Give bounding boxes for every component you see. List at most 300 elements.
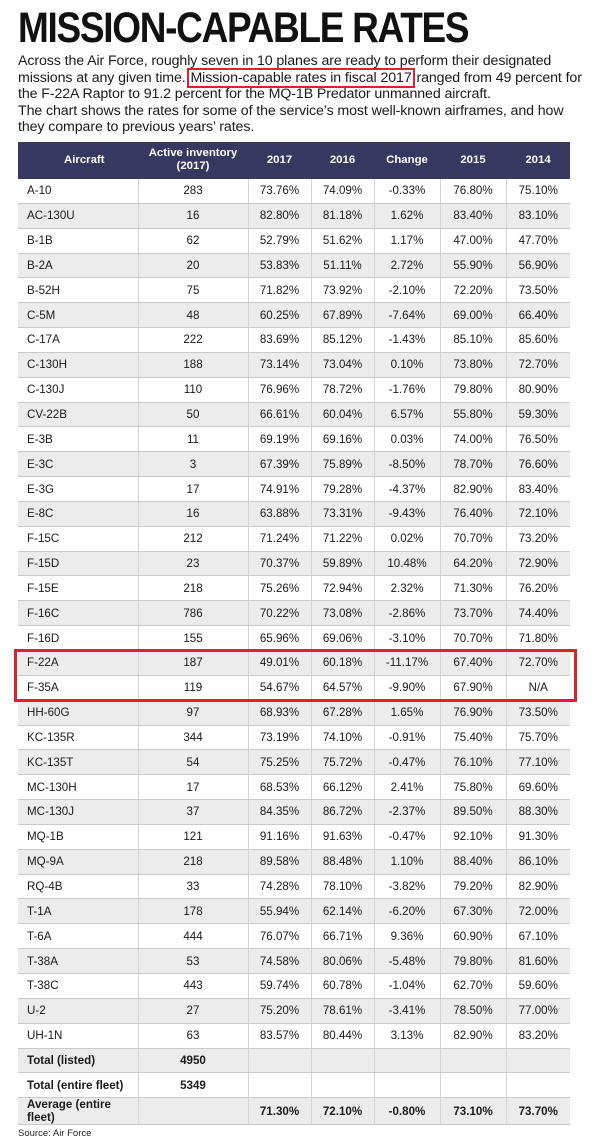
table-cell: -7.64%	[374, 303, 440, 328]
table-cell: 72.00%	[506, 899, 570, 924]
table-cell: 66.71%	[311, 924, 374, 949]
table-cell: 73.70%	[506, 1098, 570, 1125]
table-cell: 121	[138, 824, 248, 849]
table-cell: 218	[138, 849, 248, 874]
table-cell: 786	[138, 601, 248, 626]
table-cell: 5349	[138, 1073, 248, 1098]
aircraft-cell: B-2A	[18, 253, 138, 278]
table-row	[18, 328, 570, 353]
table-row	[18, 203, 570, 228]
table-cell: -1.43%	[374, 328, 440, 353]
table-cell: 27	[138, 998, 248, 1023]
table-cell: -2.37%	[374, 800, 440, 825]
table-cell: 178	[138, 899, 248, 924]
table-cell: 2.72%	[374, 253, 440, 278]
table-cell: 92.10%	[440, 824, 506, 849]
table-cell: 59.30%	[506, 402, 570, 427]
table-cell: -0.91%	[374, 725, 440, 750]
aircraft-cell: MC-130J	[18, 800, 138, 825]
table-cell: 67.28%	[311, 700, 374, 725]
table-cell: 6.57%	[374, 402, 440, 427]
table-cell	[248, 1073, 311, 1098]
table-cell: 55.94%	[248, 899, 311, 924]
table-cell: 60.78%	[311, 973, 374, 998]
table-cell: 73.04%	[311, 352, 374, 377]
table-cell: 75.10%	[506, 179, 570, 203]
table-cell: 74.00%	[440, 427, 506, 452]
table-cell: 222	[138, 328, 248, 353]
table-row	[18, 501, 570, 526]
aircraft-cell: F-16D	[18, 626, 138, 651]
table-cell: 0.03%	[374, 427, 440, 452]
table-cell: 68.93%	[248, 700, 311, 725]
table-cell: -3.10%	[374, 626, 440, 651]
table-cell: 73.20%	[506, 526, 570, 551]
table-cell	[506, 1073, 570, 1098]
table-cell: 74.40%	[506, 601, 570, 626]
table-row	[18, 576, 570, 601]
table-row	[18, 998, 570, 1023]
table-row	[18, 303, 570, 328]
aircraft-cell: B-1B	[18, 228, 138, 253]
table-cell: 85.12%	[311, 328, 374, 353]
aircraft-cell: CV-22B	[18, 402, 138, 427]
aircraft-cell: E-8C	[18, 501, 138, 526]
table-cell: 81.18%	[311, 203, 374, 228]
table-cell: 62	[138, 228, 248, 253]
table-cell: 79.80%	[440, 377, 506, 402]
table-cell: 73.08%	[311, 601, 374, 626]
table-row	[18, 377, 570, 402]
table-cell: -3.82%	[374, 874, 440, 899]
aircraft-cell: E-3C	[18, 452, 138, 477]
table-cell: 85.60%	[506, 328, 570, 353]
table-cell: 67.89%	[311, 303, 374, 328]
aircraft-cell: T-1A	[18, 899, 138, 924]
table-cell: 52.79%	[248, 228, 311, 253]
table-cell	[311, 1048, 374, 1073]
aircraft-cell: F-22A	[18, 651, 138, 676]
aircraft-cell: KC-135R	[18, 725, 138, 750]
table-cell: 60.90%	[440, 924, 506, 949]
aircraft-cell: KC-135T	[18, 750, 138, 775]
table-cell: 82.90%	[440, 1023, 506, 1048]
aircraft-cell: UH-1N	[18, 1023, 138, 1048]
table-cell: 188	[138, 352, 248, 377]
table-row	[18, 601, 570, 626]
table-row	[18, 352, 570, 377]
table-cell: 71.24%	[248, 526, 311, 551]
table-cell: -8.50%	[374, 452, 440, 477]
table-cell	[440, 1073, 506, 1098]
table-cell: 20	[138, 253, 248, 278]
table-cell: 66.40%	[506, 303, 570, 328]
table-row	[18, 775, 570, 800]
table-row	[18, 973, 570, 998]
table-cell: 83.20%	[506, 1023, 570, 1048]
column-header: Change	[374, 142, 440, 179]
table-cell: 218	[138, 576, 248, 601]
aircraft-cell: T-38A	[18, 949, 138, 974]
table-cell: 67.10%	[506, 924, 570, 949]
table-cell: 80.06%	[311, 949, 374, 974]
table-cell: 88.40%	[440, 849, 506, 874]
table-row	[18, 278, 570, 303]
table-cell: 81.60%	[506, 949, 570, 974]
table-cell: 74.09%	[311, 179, 374, 203]
table-cell: 66.12%	[311, 775, 374, 800]
table-cell: 37	[138, 800, 248, 825]
table-cell: 70.70%	[440, 526, 506, 551]
table-cell: 10.48%	[374, 551, 440, 576]
table-cell: 72.90%	[506, 551, 570, 576]
aircraft-cell: Average (entire fleet)	[18, 1098, 138, 1125]
table-cell: 88.48%	[311, 849, 374, 874]
table-cell: 69.06%	[311, 626, 374, 651]
table-cell	[374, 1048, 440, 1073]
table-cell: 69.60%	[506, 775, 570, 800]
table-row	[18, 849, 570, 874]
table-cell: 78.61%	[311, 998, 374, 1023]
aircraft-cell: F-16C	[18, 601, 138, 626]
table-cell: -2.86%	[374, 601, 440, 626]
table-cell: 72.20%	[440, 278, 506, 303]
table-cell: 83.57%	[248, 1023, 311, 1048]
aircraft-cell: T-38C	[18, 973, 138, 998]
table-cell: 76.40%	[440, 501, 506, 526]
table-cell: 76.10%	[440, 750, 506, 775]
table-cell: 67.90%	[440, 675, 506, 700]
table-cell: 51.62%	[311, 228, 374, 253]
table-cell: 73.80%	[440, 352, 506, 377]
table-cell: 60.25%	[248, 303, 311, 328]
table-cell: 53	[138, 949, 248, 974]
table-cell: 88.30%	[506, 800, 570, 825]
table-cell: 344	[138, 725, 248, 750]
table-cell: 76.96%	[248, 377, 311, 402]
page-title: MISSION-CAPABLE RATES	[18, 4, 469, 52]
table-cell: 70.70%	[440, 626, 506, 651]
table-cell	[138, 1098, 248, 1125]
table-cell: 75.80%	[440, 775, 506, 800]
table-cell: 1.65%	[374, 700, 440, 725]
table-cell: 73.70%	[440, 601, 506, 626]
table-cell: 89.50%	[440, 800, 506, 825]
table-cell: -9.90%	[374, 675, 440, 700]
table-cell: 83.40%	[440, 203, 506, 228]
table-cell: 33	[138, 874, 248, 899]
aircraft-cell: C-130H	[18, 352, 138, 377]
table-cell: 78.72%	[311, 377, 374, 402]
table-cell: 72.10%	[506, 501, 570, 526]
table-cell: -3.41%	[374, 998, 440, 1023]
table-cell: 91.30%	[506, 824, 570, 849]
table-cell: 72.70%	[506, 352, 570, 377]
table-cell: 9.36%	[374, 924, 440, 949]
table-row	[18, 477, 570, 502]
table-cell: 73.14%	[248, 352, 311, 377]
table-cell: 119	[138, 675, 248, 700]
table-cell: 187	[138, 651, 248, 676]
table-cell: 443	[138, 973, 248, 998]
table-cell: 76.20%	[506, 576, 570, 601]
table-cell: -9.43%	[374, 501, 440, 526]
table-row	[18, 626, 570, 651]
table-cell: 71.82%	[248, 278, 311, 303]
table-cell: 73.50%	[506, 700, 570, 725]
aircraft-cell: C-17A	[18, 328, 138, 353]
table-cell: 155	[138, 626, 248, 651]
table-cell: 78.10%	[311, 874, 374, 899]
table-cell: 55.90%	[440, 253, 506, 278]
table-cell: 212	[138, 526, 248, 551]
table-cell: 3.13%	[374, 1023, 440, 1048]
table-cell: 73.50%	[506, 278, 570, 303]
table-cell: 73.10%	[440, 1098, 506, 1125]
intro-line2: The chart shows the rates for some of the service’s most well-known airframes, and how they compare to previous years’ rates.	[18, 102, 564, 136]
table-row	[18, 651, 570, 676]
table-cell: 51.11%	[311, 253, 374, 278]
column-header: Active inventory (2017)	[138, 142, 248, 179]
table-cell: 2.32%	[374, 576, 440, 601]
aircraft-cell: RQ-4B	[18, 874, 138, 899]
table-cell: 64.20%	[440, 551, 506, 576]
table-cell: 63.88%	[248, 501, 311, 526]
table-cell: 71.22%	[311, 526, 374, 551]
table-cell: 55.80%	[440, 402, 506, 427]
table-cell: 71.80%	[506, 626, 570, 651]
intro-highlight: Mission-capable rates in fiscal 2017	[190, 69, 412, 86]
table-cell: 89.58%	[248, 849, 311, 874]
column-header: 2015	[440, 142, 506, 179]
intro-part2: ranged from 49 percent for the F-22A Raptor to 91.2 percent for the MQ-1B Predator unmanned aircraft.	[18, 69, 582, 103]
table-cell	[506, 1048, 570, 1073]
table-row	[18, 675, 570, 700]
table-cell: 47.70%	[506, 228, 570, 253]
table-cell: 60.18%	[311, 651, 374, 676]
table-cell: 83.10%	[506, 203, 570, 228]
table-cell: 78.50%	[440, 998, 506, 1023]
aircraft-cell: E-3G	[18, 477, 138, 502]
table-row	[18, 1023, 570, 1048]
table-cell: 16	[138, 203, 248, 228]
table-cell: 67.39%	[248, 452, 311, 477]
table-cell: 79.20%	[440, 874, 506, 899]
table-cell: -6.20%	[374, 899, 440, 924]
table-cell: 283	[138, 179, 248, 203]
summary-row	[18, 1073, 570, 1098]
aircraft-cell: F-35A	[18, 675, 138, 700]
table-cell: 75.40%	[440, 725, 506, 750]
table-row	[18, 949, 570, 974]
table-cell: 75.70%	[506, 725, 570, 750]
table-cell: -5.48%	[374, 949, 440, 974]
table-cell: 77.00%	[506, 998, 570, 1023]
table-cell: 3	[138, 452, 248, 477]
table-cell: -0.47%	[374, 750, 440, 775]
table-cell: 73.19%	[248, 725, 311, 750]
table-row	[18, 452, 570, 477]
table-cell: 54	[138, 750, 248, 775]
table-row	[18, 427, 570, 452]
aircraft-cell: F-15D	[18, 551, 138, 576]
table-row	[18, 402, 570, 427]
table-cell: 73.31%	[311, 501, 374, 526]
table-cell: N/A	[506, 675, 570, 700]
table-cell: 80.90%	[506, 377, 570, 402]
aircraft-cell: B-52H	[18, 278, 138, 303]
table-cell: 59.60%	[506, 973, 570, 998]
table-cell: 84.35%	[248, 800, 311, 825]
table-cell: 17	[138, 775, 248, 800]
aircraft-cell: A-10	[18, 179, 138, 203]
column-header: Aircraft	[18, 142, 138, 179]
aircraft-cell: F-15C	[18, 526, 138, 551]
table-row	[18, 899, 570, 924]
table-cell: -1.76%	[374, 377, 440, 402]
table-row	[18, 228, 570, 253]
intro-text	[18, 53, 582, 136]
table-cell: 16	[138, 501, 248, 526]
table-cell: 80.44%	[311, 1023, 374, 1048]
table-body	[18, 179, 570, 1125]
table-cell: 71.30%	[248, 1098, 311, 1125]
table-row	[18, 750, 570, 775]
table-cell: 73.92%	[311, 278, 374, 303]
table-cell: 82.80%	[248, 203, 311, 228]
table-cell: 56.90%	[506, 253, 570, 278]
aircraft-cell: AC-130U	[18, 203, 138, 228]
table-cell: -0.47%	[374, 824, 440, 849]
table-header-row	[18, 142, 570, 179]
table-cell: 76.60%	[506, 452, 570, 477]
table-cell: 71.30%	[440, 576, 506, 601]
table-row	[18, 700, 570, 725]
table-cell: 67.40%	[440, 651, 506, 676]
table-cell	[311, 1073, 374, 1098]
aircraft-cell: MC-130H	[18, 775, 138, 800]
table-row	[18, 179, 570, 203]
table-cell: 70.22%	[248, 601, 311, 626]
table-cell: 62.14%	[311, 899, 374, 924]
aircraft-cell: C-130J	[18, 377, 138, 402]
table-cell: 4950	[138, 1048, 248, 1073]
table-row	[18, 526, 570, 551]
table-cell: 110	[138, 377, 248, 402]
table-cell: 73.76%	[248, 179, 311, 203]
table-cell: 76.50%	[506, 427, 570, 452]
table-cell: 54.67%	[248, 675, 311, 700]
table-row	[18, 800, 570, 825]
table-cell: 64.57%	[311, 675, 374, 700]
table-cell: 59.89%	[311, 551, 374, 576]
table-cell: 85.10%	[440, 328, 506, 353]
table-cell: 0.02%	[374, 526, 440, 551]
table-cell: 76.07%	[248, 924, 311, 949]
aircraft-cell: Total (entire fleet)	[18, 1073, 138, 1098]
table-cell: -2.10%	[374, 278, 440, 303]
table-cell: 75.72%	[311, 750, 374, 775]
table-cell: 76.80%	[440, 179, 506, 203]
table-cell: -0.80%	[374, 1098, 440, 1125]
table-cell: 72.94%	[311, 576, 374, 601]
table-cell: 69.16%	[311, 427, 374, 452]
table-cell: -1.04%	[374, 973, 440, 998]
table-cell: 83.69%	[248, 328, 311, 353]
table-cell: 77.10%	[506, 750, 570, 775]
aircraft-cell: E-3B	[18, 427, 138, 452]
table-cell: 2.41%	[374, 775, 440, 800]
table-cell	[440, 1048, 506, 1073]
table-cell: -0.33%	[374, 179, 440, 203]
table-row	[18, 924, 570, 949]
table-cell: 69.19%	[248, 427, 311, 452]
rates-table	[18, 142, 570, 1125]
table-cell: 75.89%	[311, 452, 374, 477]
table-cell: 49.01%	[248, 651, 311, 676]
aircraft-cell: C-5M	[18, 303, 138, 328]
table-cell: 79.80%	[440, 949, 506, 974]
table-cell: 74.58%	[248, 949, 311, 974]
aircraft-cell: U-2	[18, 998, 138, 1023]
table-cell: 74.91%	[248, 477, 311, 502]
table-cell: -4.37%	[374, 477, 440, 502]
aircraft-cell: F-15E	[18, 576, 138, 601]
table-cell: 75.20%	[248, 998, 311, 1023]
table-cell: 0.10%	[374, 352, 440, 377]
aircraft-cell: Total (listed)	[18, 1048, 138, 1073]
table-cell: 1.62%	[374, 203, 440, 228]
table-cell: 50	[138, 402, 248, 427]
table-row	[18, 824, 570, 849]
table-row	[18, 551, 570, 576]
aircraft-cell: HH-60G	[18, 700, 138, 725]
table-cell: -11.17%	[374, 651, 440, 676]
column-header: 2016	[311, 142, 374, 179]
table-cell: 70.37%	[248, 551, 311, 576]
table-cell: 76.90%	[440, 700, 506, 725]
table-cell: 62.70%	[440, 973, 506, 998]
table-cell: 17	[138, 477, 248, 502]
table-cell	[248, 1048, 311, 1073]
summary-row	[18, 1098, 570, 1125]
table-cell: 11	[138, 427, 248, 452]
table-cell: 67.30%	[440, 899, 506, 924]
infographic	[18, 0, 582, 1139]
table-cell: 91.16%	[248, 824, 311, 849]
table-cell: 63	[138, 1023, 248, 1048]
table-cell: 68.53%	[248, 775, 311, 800]
table-cell: 86.72%	[311, 800, 374, 825]
aircraft-cell: MQ-9A	[18, 849, 138, 874]
table-cell: 82.90%	[440, 477, 506, 502]
table-cell: 66.61%	[248, 402, 311, 427]
table-cell: 444	[138, 924, 248, 949]
aircraft-cell: T-6A	[18, 924, 138, 949]
table-cell: 74.10%	[311, 725, 374, 750]
table-cell: 83.40%	[506, 477, 570, 502]
table-row	[18, 725, 570, 750]
table-cell: 47.00%	[440, 228, 506, 253]
table-cell: 65.96%	[248, 626, 311, 651]
table-cell: 82.90%	[506, 874, 570, 899]
summary-row	[18, 1048, 570, 1073]
table-cell: 53.83%	[248, 253, 311, 278]
table-cell: 72.70%	[506, 651, 570, 676]
table-cell: 79.28%	[311, 477, 374, 502]
table-cell: 86.10%	[506, 849, 570, 874]
table-row	[18, 253, 570, 278]
